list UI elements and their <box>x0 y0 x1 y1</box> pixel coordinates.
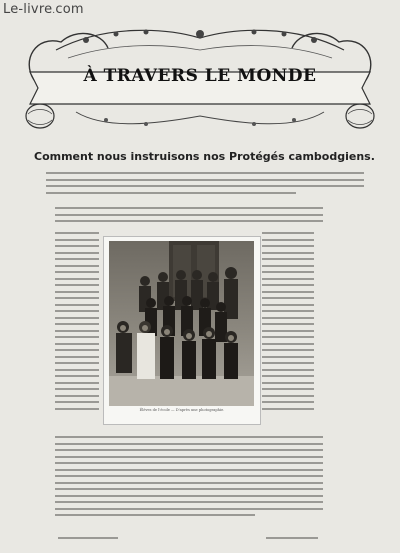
text-block-bottom <box>55 436 323 521</box>
watermark-prefix: Le-livre <box>3 2 53 17</box>
article-intro <box>46 172 364 198</box>
masthead-banner <box>16 20 384 138</box>
masthead-title: À TRAVERS LE MONDE <box>83 66 317 86</box>
photo-figure <box>103 236 261 425</box>
text-column-right <box>262 232 314 414</box>
watermark <box>3 2 84 17</box>
photo-caption: Élèves de l'école — D'après une photographie. <box>139 408 225 412</box>
watermark-suffix: com <box>55 2 84 17</box>
watermark-dot: . <box>52 6 56 16</box>
class-photograph <box>109 241 254 406</box>
text-block-top <box>55 207 323 227</box>
page-footer-left <box>58 537 118 539</box>
article-title: Comment nous instruisons nos Protégés cambodgiens. <box>34 150 375 163</box>
text-column-left <box>55 232 99 414</box>
page-footer-right <box>266 537 318 539</box>
